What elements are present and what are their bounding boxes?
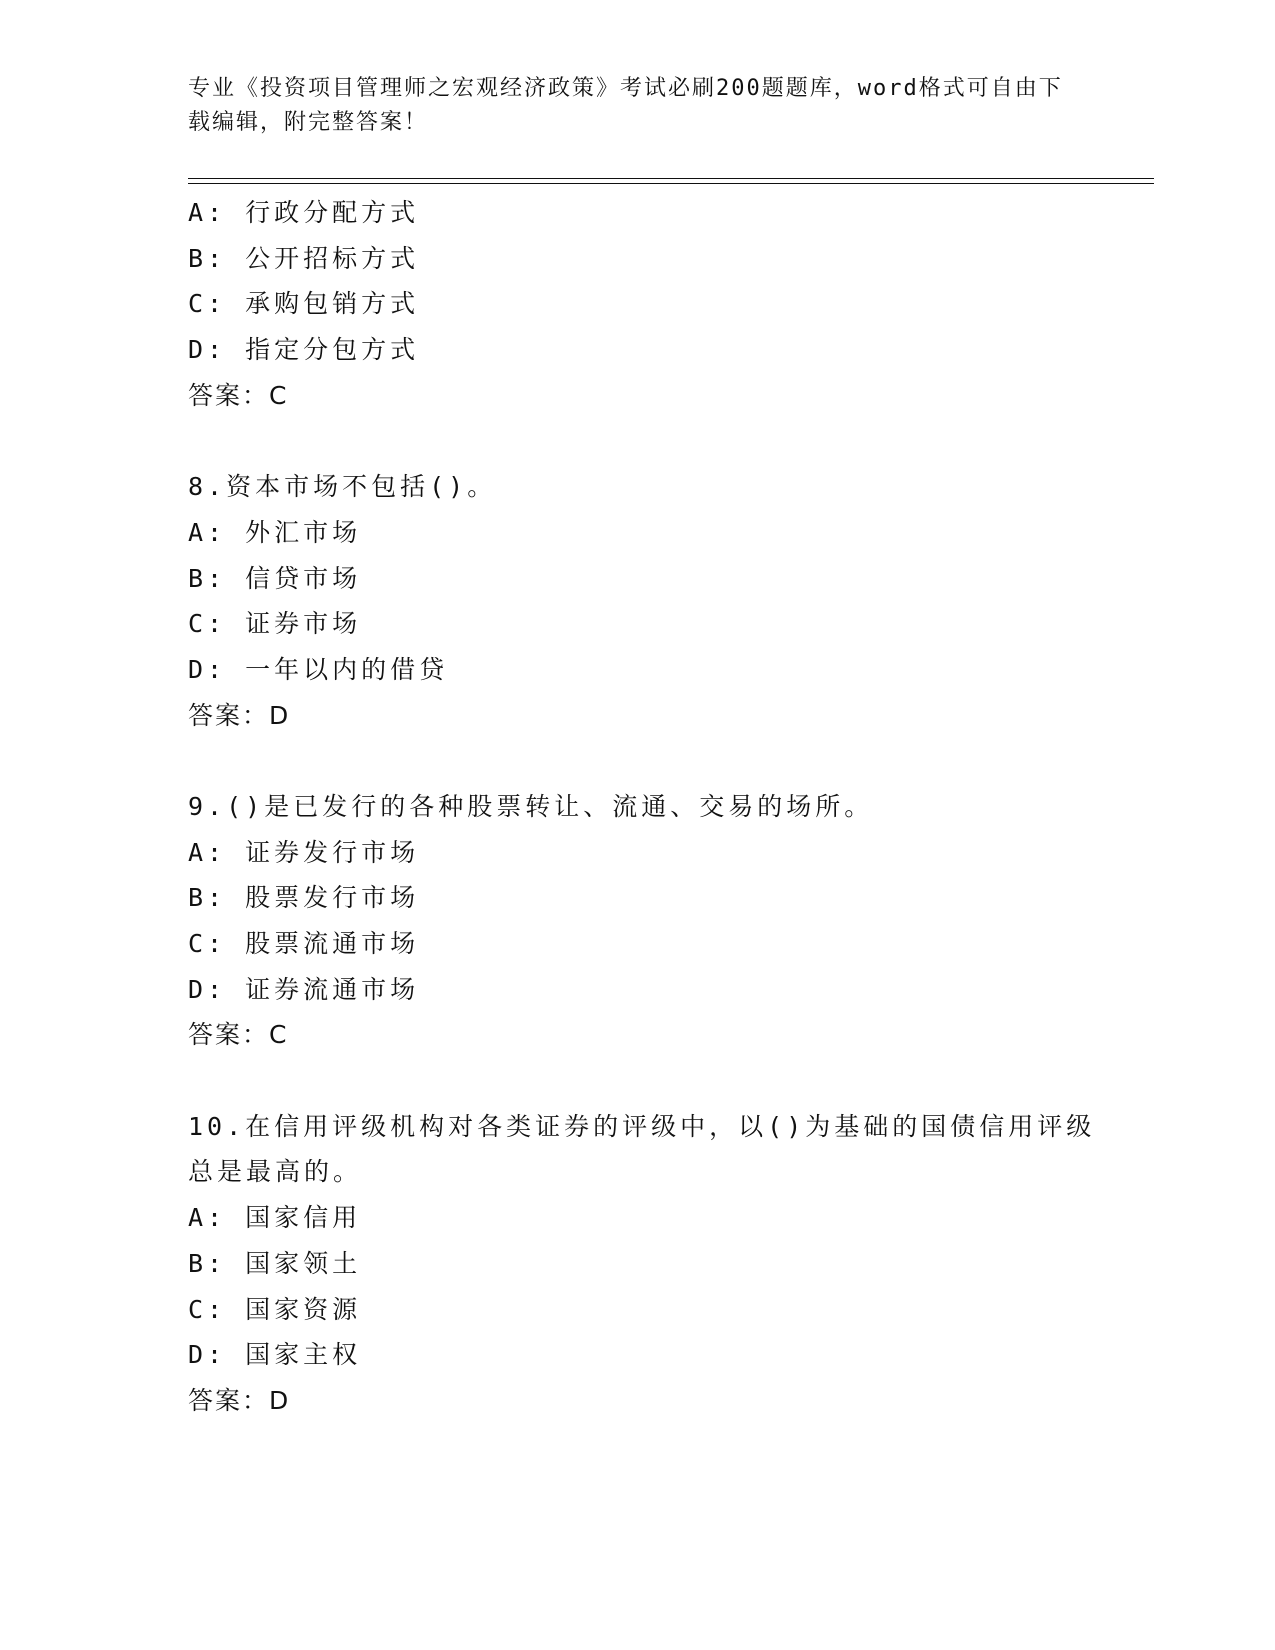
option-b: B: 股票发行市场 bbox=[188, 883, 420, 913]
option-d: D: 证券流通市场 bbox=[188, 974, 420, 1004]
question-7 bbox=[188, 190, 1088, 418]
option-b: B: 国家领土 bbox=[188, 1248, 362, 1278]
answer: 答案：D bbox=[188, 700, 291, 730]
option-a: A: 外汇市场 bbox=[188, 517, 362, 547]
question-text-line-1: 10.在信用评级机构对各类证券的评级中，以()为基础的国债信用评级 bbox=[188, 1111, 1096, 1141]
option-a: A: 行政分配方式 bbox=[188, 198, 420, 227]
header-divider-bottom bbox=[188, 183, 1154, 184]
spacer bbox=[188, 738, 1088, 784]
question-text-line-2: 总是最高的。 bbox=[188, 1157, 363, 1187]
question-9 bbox=[188, 784, 1088, 1058]
option-d: D: 一年以内的借贷 bbox=[188, 654, 449, 684]
question-8 bbox=[188, 464, 1088, 738]
spacer bbox=[188, 418, 1088, 464]
spacer bbox=[188, 1058, 1088, 1104]
header-divider-top bbox=[188, 178, 1154, 179]
question-text: 9.()是已发行的各种股票转让、流通、交易的场所。 bbox=[188, 791, 874, 821]
question-list bbox=[188, 190, 1096, 1424]
option-d: D: 国家主权 bbox=[188, 1340, 362, 1370]
option-a: A: 证券发行市场 bbox=[188, 837, 420, 867]
question-10 bbox=[188, 1104, 1096, 1424]
option-b: B: 公开招标方式 bbox=[188, 243, 420, 273]
option-c: C: 承购包销方式 bbox=[188, 289, 420, 319]
document-header: 专业《投资项目管理师之宏观经济政策》考试必刷200题题库，word格式可自由下载编辑，附完整答案！ bbox=[188, 76, 1063, 135]
option-c: C: 股票流通市场 bbox=[188, 929, 420, 958]
option-d: D: 指定分包方式 bbox=[188, 335, 420, 365]
question-text: 8.资本市场不包括()。 bbox=[188, 472, 497, 502]
answer: 答案：D bbox=[188, 1385, 291, 1415]
option-a: A: 国家信用 bbox=[188, 1203, 362, 1233]
option-c: C: 国家资源 bbox=[188, 1294, 362, 1324]
answer: 答案：C bbox=[188, 1020, 289, 1050]
answer: 答案：C bbox=[188, 380, 289, 410]
option-c: C: 证券市场 bbox=[188, 609, 362, 639]
option-b: B: 信贷市场 bbox=[188, 563, 362, 593]
